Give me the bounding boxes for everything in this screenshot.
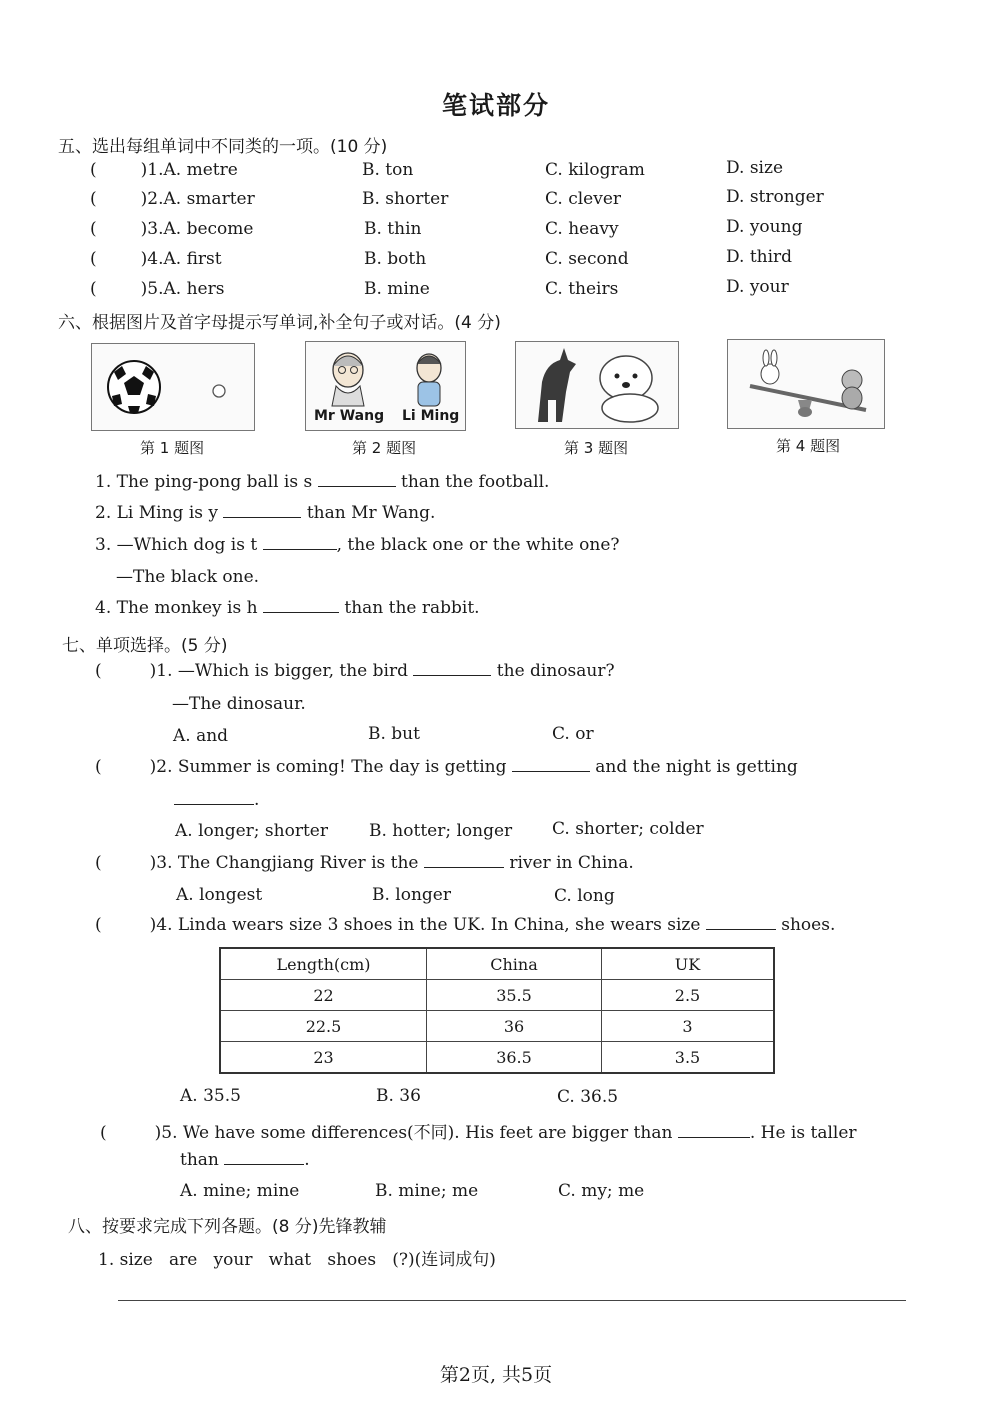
section-7-header: 七、单项选择。(5 分) [62,636,228,656]
s7-q3-opt-c: C. long [554,886,615,906]
table-cell: 2.5 [602,980,775,1011]
s5-row-1-c: C. kilogram [545,160,645,180]
section-6-header: 六、根据图片及首字母提示写单词,补全句子或对话。(4 分) [58,313,501,333]
s5-row-5-d: D. your [726,277,789,297]
s7-q4-opt-c: C. 36.5 [557,1087,619,1107]
s7-q4-opt-a: A. 35.5 [180,1086,241,1106]
s7-q1: ( )1. —Which is bigger, the bird the dinosaur? [95,661,615,681]
table-cell: 3.5 [602,1042,775,1074]
s5-row-3: ( )3.A. become [90,219,254,239]
table-cell: 22.5 [220,1011,427,1042]
answer-line[interactable] [118,1300,906,1301]
s7-q4-opt-b: B. 36 [376,1086,421,1106]
s6-q3: 3. —Which dog is t , the black one or the white one? [95,535,620,555]
blank-input[interactable] [706,915,776,930]
s7-q5-opt-a: A. mine; mine [180,1181,300,1201]
s5-row-5-b: B. mine [364,279,430,299]
s7-q5: ( )5. We have some differences(不同). His feet are bigger than . He is taller [100,1123,857,1143]
caption-2: 第 2 题图 [352,439,417,457]
s6-q4: 4. The monkey is h than the rabbit. [95,598,480,618]
table-cell: 23 [220,1042,427,1074]
s7-q1-opt-c: C. or [552,724,594,744]
table-row [220,1042,774,1074]
table-cell: 35.5 [427,980,602,1011]
s7-q1-opt-b: B. but [368,724,420,744]
picture-3 [515,341,679,429]
section-5-header: 五、选出每组单词中不同类的一项。(10 分) [58,137,388,157]
s7-q2-opt-a: A. longer; shorter [175,821,328,841]
table-header-row [220,948,774,980]
s5-row-5: ( )5.A. hers [90,279,225,299]
shoe-size-table [219,947,775,1074]
table-header: Length(cm) [220,948,427,980]
s7-q4: ( )4. Linda wears size 3 shoes in the UK. In China, she wears size shoes. [95,915,836,935]
s5-row-2-b: B. shorter [362,189,449,209]
s5-row-4-c: C. second [545,249,629,269]
s7-q3-opt-b: B. longer [372,885,451,905]
table-cell: 22 [220,980,427,1011]
s7-q2: ( )2. Summer is coming! The day is getting and the night is getting [95,757,798,777]
section-8-header: 八、按要求完成下列各题。(8 分)先锋教辅 [68,1217,387,1237]
s7-q1-answer: —The dinosaur. [172,694,306,714]
table-row [220,980,774,1011]
s7-q3-opt-a: A. longest [176,885,263,905]
picture-4 [727,339,885,429]
s5-row-3-b: B. thin [364,219,422,239]
table-cell: 36 [427,1011,602,1042]
blank-input[interactable] [678,1123,750,1138]
s7-q5-opt-c: C. my; me [558,1181,645,1201]
s7-q3: ( )3. The Changjiang River is the river in China. [95,853,634,873]
s5-row-2-c: C. clever [545,189,622,209]
s6-q2: 2. Li Ming is y than Mr Wang. [95,503,436,523]
s5-row-4-d: D. third [726,247,793,267]
s5-row-1-d: D. size [726,158,784,178]
blank-input[interactable] [223,503,301,518]
blank-input[interactable] [318,472,396,487]
s7-q1-opt-a: A. and [173,726,229,746]
s7-q5-opt-b: B. mine; me [375,1181,479,1201]
s5-row-2: ( )2.A. smarter [90,189,255,209]
label-mr-wang: Mr Wang [314,408,385,424]
page-title: 笔试部分 [441,91,550,120]
blank-input[interactable] [224,1150,304,1165]
blank-input[interactable] [512,757,590,772]
picture-1 [91,343,255,431]
s5-row-1: ( )1.A. metre [90,160,238,180]
football-and-pingpong-ball-image [92,344,254,430]
label-li-ming: Li Ming [402,408,460,424]
s6-q1: 1. The ping-pong ball is s than the football. [95,472,550,492]
caption-4: 第 4 题图 [776,437,841,455]
s8-q1: 1. size are your what shoes (?)(连词成句) [98,1250,496,1270]
blank-input[interactable] [424,853,504,868]
table-cell: 36.5 [427,1042,602,1074]
table-row [220,1011,774,1042]
s5-row-4-b: B. both [364,249,427,269]
blank-input[interactable] [413,661,491,676]
s5-row-3-d: D. young [726,217,803,237]
blank-input[interactable] [174,790,254,805]
black-and-white-dogs-image [516,342,678,428]
page-footer: 第2页, 共5页 [439,1364,553,1386]
caption-3: 第 3 题图 [564,439,629,457]
blank-input[interactable] [263,535,337,550]
caption-1: 第 1 题图 [140,439,205,457]
table-header: China [427,948,602,980]
s5-row-5-c: C. theirs [545,279,619,299]
s6-q3-answer: —The black one. [116,567,260,587]
s7-q2-opt-c: C. shorter; colder [552,819,704,839]
s5-row-1-b: B. ton [362,160,414,180]
s5-row-2-d: D. stronger [726,187,824,207]
s5-row-3-c: C. heavy [545,219,619,239]
s7-q5-cont: than . [180,1150,310,1170]
blank-input[interactable] [263,598,339,613]
table-cell: 3 [602,1011,775,1042]
table-header: UK [602,948,775,980]
s5-row-4: ( )4.A. first [90,249,222,269]
s7-q2-opt-b: B. hotter; longer [369,821,513,841]
rabbit-and-monkey-seesaw-image [728,340,884,428]
s7-q2-blank-line: . [174,790,259,810]
